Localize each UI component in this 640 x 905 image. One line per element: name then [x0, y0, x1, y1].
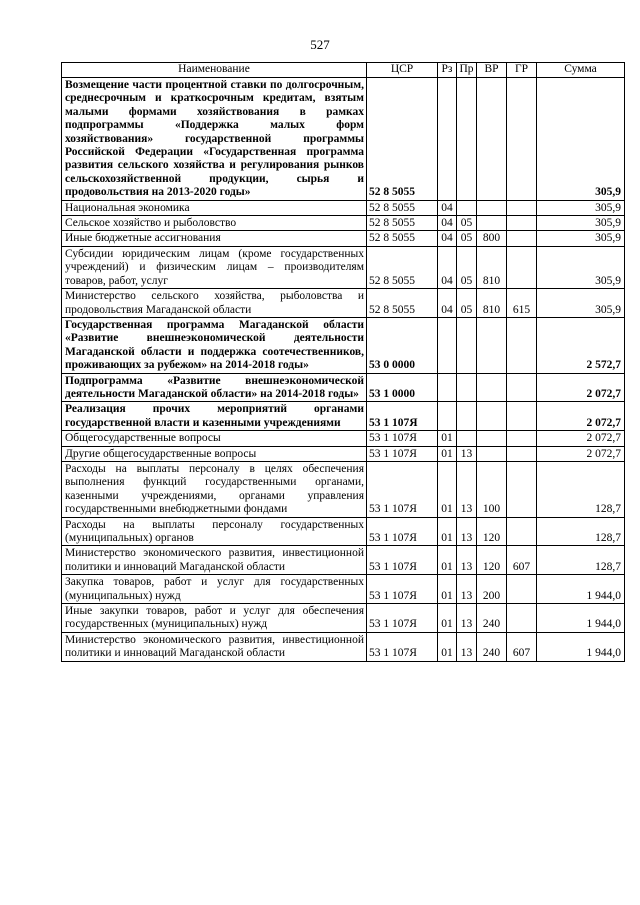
table-row — [62, 632, 625, 661]
table-row — [62, 200, 625, 215]
header-sum: Сумма — [537, 63, 625, 78]
row-name: Подпрограмма «Развитие внешнеэкономической деятельности Магаданской области» на 2014-2018 годы» — [62, 373, 367, 402]
row-rz: 01 — [438, 575, 457, 604]
row-pr — [457, 402, 477, 431]
row-pr — [457, 200, 477, 215]
row-rz: 01 — [438, 461, 457, 517]
row-gr — [507, 231, 537, 246]
row-csr: 53 1 107Я — [367, 446, 438, 461]
budget-table — [61, 62, 625, 662]
row-sum: 2 072,7 — [537, 446, 625, 461]
row-sum: 1 944,0 — [537, 632, 625, 661]
row-csr: 53 1 107Я — [367, 517, 438, 546]
row-rz: 01 — [438, 632, 457, 661]
header-name: Наименование — [62, 63, 367, 78]
row-gr: 615 — [507, 289, 537, 318]
header-vr: ВР — [477, 63, 507, 78]
row-gr — [507, 431, 537, 446]
row-sum: 305,9 — [537, 289, 625, 318]
row-csr: 53 0 0000 — [367, 317, 438, 373]
row-vr — [477, 317, 507, 373]
row-rz: 04 — [438, 246, 457, 288]
table-row — [62, 446, 625, 461]
row-vr: 240 — [477, 604, 507, 633]
row-vr — [477, 446, 507, 461]
page-number: 527 — [310, 37, 330, 52]
row-sum: 2 072,7 — [537, 373, 625, 402]
table-row — [62, 517, 625, 546]
row-gr — [507, 200, 537, 215]
row-csr: 52 8 5055 — [367, 289, 438, 318]
row-vr: 240 — [477, 632, 507, 661]
row-pr: 13 — [457, 575, 477, 604]
row-csr: 53 1 107Я — [367, 632, 438, 661]
row-gr: 607 — [507, 546, 537, 575]
table-row — [62, 231, 625, 246]
row-vr: 120 — [477, 546, 507, 575]
row-name: Общегосударственные вопросы — [62, 431, 367, 446]
row-vr: 810 — [477, 246, 507, 288]
row-name: Расходы на выплаты персоналу в целях обеспечения выполнения функций государственными органами, казенными учреждениями, органами управления государственными внебюджетными фондами — [62, 461, 367, 517]
row-vr — [477, 373, 507, 402]
table-row — [62, 604, 625, 633]
row-vr — [477, 78, 507, 201]
row-sum: 2 072,7 — [537, 431, 625, 446]
row-rz — [438, 402, 457, 431]
row-name: Субсидии юридическим лицам (кроме государственных учреждений) и физическим лицам – производителям товаров, работ, услуг — [62, 246, 367, 288]
table-row — [62, 402, 625, 431]
header-gr: ГР — [507, 63, 537, 78]
row-rz: 04 — [438, 289, 457, 318]
row-rz: 01 — [438, 431, 457, 446]
row-name: Сельское хозяйство и рыболовство — [62, 216, 367, 231]
row-vr — [477, 216, 507, 231]
row-pr: 13 — [457, 461, 477, 517]
row-vr — [477, 402, 507, 431]
row-pr: 05 — [457, 246, 477, 288]
row-rz: 04 — [438, 216, 457, 231]
row-sum: 305,9 — [537, 231, 625, 246]
row-csr: 52 8 5055 — [367, 78, 438, 201]
row-sum: 305,9 — [537, 200, 625, 215]
row-sum: 2 572,7 — [537, 317, 625, 373]
row-gr — [507, 604, 537, 633]
row-gr — [507, 246, 537, 288]
row-pr: 05 — [457, 231, 477, 246]
row-name: Национальная экономика — [62, 200, 367, 215]
row-csr: 52 8 5055 — [367, 216, 438, 231]
row-pr — [457, 78, 477, 201]
row-sum: 1 944,0 — [537, 604, 625, 633]
row-sum: 128,7 — [537, 461, 625, 517]
table-row — [62, 575, 625, 604]
table-row — [62, 461, 625, 517]
row-csr: 53 1 107Я — [367, 431, 438, 446]
row-csr: 53 1 107Я — [367, 604, 438, 633]
row-gr — [507, 78, 537, 201]
row-name: Закупка товаров, работ и услуг для государственных (муниципальных) нужд — [62, 575, 367, 604]
row-rz: 01 — [438, 546, 457, 575]
row-gr — [507, 461, 537, 517]
row-rz: 01 — [438, 446, 457, 461]
row-name: Реализация прочих мероприятий органами государственной власти и казенными учреждениями — [62, 402, 367, 431]
row-vr: 810 — [477, 289, 507, 318]
row-gr — [507, 317, 537, 373]
row-name: Министерство сельского хозяйства, рыболовства и продовольствия Магаданской области — [62, 289, 367, 318]
row-csr: 53 1 0000 — [367, 373, 438, 402]
row-sum: 1 944,0 — [537, 575, 625, 604]
row-rz: 04 — [438, 231, 457, 246]
row-pr: 05 — [457, 289, 477, 318]
row-vr: 120 — [477, 517, 507, 546]
row-sum: 305,9 — [537, 246, 625, 288]
row-vr: 800 — [477, 231, 507, 246]
table-row — [62, 373, 625, 402]
row-csr: 53 1 107Я — [367, 402, 438, 431]
row-csr: 52 8 5055 — [367, 231, 438, 246]
row-sum: 128,7 — [537, 546, 625, 575]
row-name: Министерство экономического развития, инвестиционной политики и инноваций Магаданской области — [62, 546, 367, 575]
row-sum: 2 072,7 — [537, 402, 625, 431]
row-rz: 01 — [438, 604, 457, 633]
row-rz: 04 — [438, 200, 457, 215]
row-gr — [507, 517, 537, 546]
row-pr — [457, 373, 477, 402]
row-name: Иные бюджетные ассигнования — [62, 231, 367, 246]
row-vr — [477, 200, 507, 215]
row-gr — [507, 216, 537, 231]
row-rz — [438, 78, 457, 201]
row-name: Расходы на выплаты персоналу государственных (муниципальных) органов — [62, 517, 367, 546]
row-sum: 305,9 — [537, 78, 625, 201]
table-row — [62, 289, 625, 318]
row-gr — [507, 373, 537, 402]
row-gr — [507, 402, 537, 431]
table-row — [62, 78, 625, 201]
row-vr: 200 — [477, 575, 507, 604]
row-sum: 305,9 — [537, 216, 625, 231]
row-sum: 128,7 — [537, 517, 625, 546]
row-pr: 13 — [457, 446, 477, 461]
row-vr: 100 — [477, 461, 507, 517]
table-row — [62, 546, 625, 575]
row-rz: 01 — [438, 517, 457, 546]
row-name: Министерство экономического развития, инвестиционной политики и инноваций Магаданской области — [62, 632, 367, 661]
row-pr: 05 — [457, 216, 477, 231]
row-csr: 52 8 5055 — [367, 200, 438, 215]
table-row — [62, 216, 625, 231]
row-rz — [438, 317, 457, 373]
table-row — [62, 317, 625, 373]
row-csr: 52 8 5055 — [367, 246, 438, 288]
row-name: Другие общегосударственные вопросы — [62, 446, 367, 461]
row-name: Государственная программа Магаданской области «Развитие внешнеэкономической деятельности Магаданской области и поддержка соотечественников, проживающих за рубежом» на 2014-2018 годы» — [62, 317, 367, 373]
header-rz: Рз — [438, 63, 457, 78]
row-pr — [457, 317, 477, 373]
row-name: Иные закупки товаров, работ и услуг для обеспечения государственных (муниципальных) нужд — [62, 604, 367, 633]
row-csr: 53 1 107Я — [367, 546, 438, 575]
row-gr — [507, 575, 537, 604]
row-pr: 13 — [457, 517, 477, 546]
table-header-row — [62, 63, 625, 78]
row-pr: 13 — [457, 632, 477, 661]
row-vr — [477, 431, 507, 446]
row-pr: 13 — [457, 546, 477, 575]
row-name: Возмещение части процентной ставки по долгосрочным, среднесрочным и краткосрочным кредитам, взятым малыми формами хозяйствования в рамках подпрограммы «Поддержка малых форм хозяйствования» государственной программы Российской Федерации «Государственная программа развития сельского хозяйства и регулирования рынков сельскохозяйственной продукции, сырья и продовольствия на 2013-2020 годы» — [62, 78, 367, 201]
row-csr: 53 1 107Я — [367, 461, 438, 517]
header-csr: ЦСР — [367, 63, 438, 78]
header-pr: Пр — [457, 63, 477, 78]
row-gr: 607 — [507, 632, 537, 661]
row-csr: 53 1 107Я — [367, 575, 438, 604]
table-row — [62, 431, 625, 446]
row-pr — [457, 431, 477, 446]
table-row — [62, 246, 625, 288]
row-rz — [438, 373, 457, 402]
row-gr — [507, 446, 537, 461]
row-pr: 13 — [457, 604, 477, 633]
